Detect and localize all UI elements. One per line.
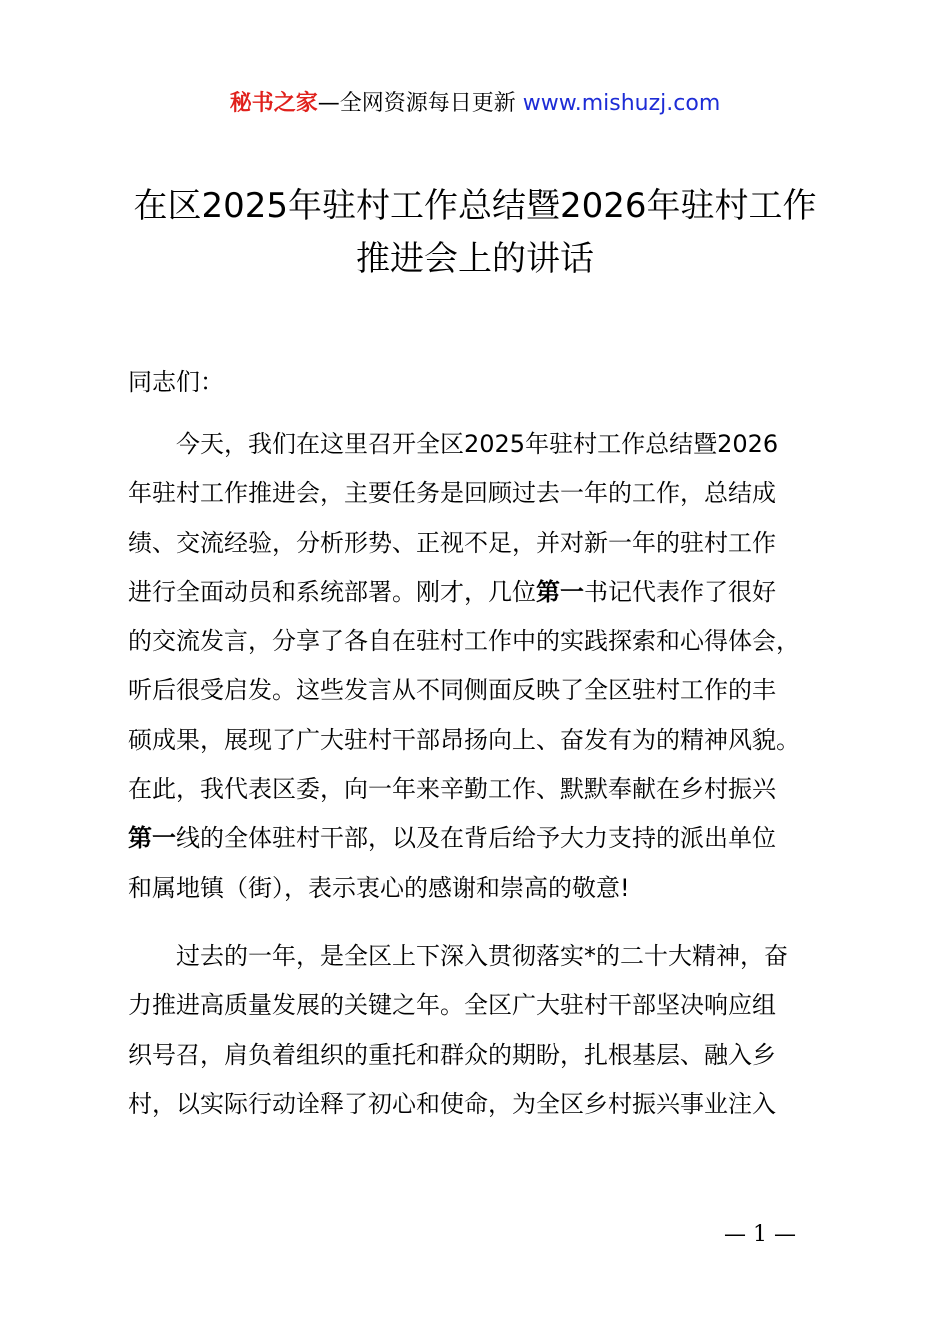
bold-text: 第一 bbox=[536, 577, 584, 606]
paragraph-line: 织号召，肩负着组织的重托和群众的期盼，扎根基层、融入乡 bbox=[128, 1040, 776, 1069]
paragraph-line: 村，以实际行动诠释了初心和使命，为全区乡村振兴事业注入 bbox=[128, 1089, 776, 1118]
text-run: 进行全面动员和系统部署。刚才，几位 bbox=[128, 577, 536, 606]
text-run: 线的全体驻村干部，以及在背后给予大力支持的派出单位 bbox=[176, 824, 776, 853]
site-url-link[interactable]: www.mishuzj.com bbox=[522, 91, 721, 116]
paragraph-line: 力推进高质量发展的关键之年。全区广大驻村干部坚决响应组 bbox=[128, 991, 776, 1020]
page-number: — 1 — bbox=[724, 1222, 796, 1247]
paragraph-line: 今天，我们在这里召开全区2025年驻村工作总结暨2026 bbox=[176, 430, 779, 458]
paragraph-line: 和属地镇（街），表示衷心的感谢和崇高的敬意! bbox=[128, 873, 630, 902]
header-tagline: —全网资源每日更新 bbox=[317, 91, 516, 116]
paragraph-line bbox=[128, 568, 838, 617]
salutation: 同志们： bbox=[128, 368, 224, 396]
paragraph-2 bbox=[128, 932, 838, 1129]
paragraph-line bbox=[128, 814, 838, 863]
paragraph-line: 在此，我代表区委，向一年来辛勤工作、默默奉献在乡村振兴 bbox=[128, 775, 776, 804]
brand-name: 秘书之家 bbox=[229, 91, 318, 116]
paragraph-line: 过去的一年，是全区上下深入贯彻落实*的二十大精神，奋 bbox=[176, 942, 788, 970]
text-run: 书记代表作了很好 bbox=[584, 577, 776, 606]
title-line-1: 在区2025年驻村工作总结暨2026年驻村工作 bbox=[133, 186, 817, 226]
site-header bbox=[0, 88, 950, 120]
paragraph-line: 的交流发言，分享了各自在驻村工作中的实践探索和心得体会， bbox=[128, 627, 800, 656]
paragraph-line: 听后很受启发。这些发言从不同侧面反映了全区驻村工作的丰 bbox=[128, 676, 776, 705]
paragraph-line: 硕成果，展现了广大驻村干部昂扬向上、奋发有为的精神风貌。 bbox=[128, 725, 800, 754]
bold-text: 第一 bbox=[128, 824, 176, 853]
paragraph-1 bbox=[128, 420, 838, 913]
paragraph-line: 绩、交流经验，分析形势、正视不足，并对新一年的驻村工作 bbox=[128, 528, 776, 557]
paragraph-line: 年驻村工作推进会，主要任务是回顾过去一年的工作，总结成 bbox=[128, 479, 776, 508]
title-line-2: 推进会上的讲话 bbox=[356, 239, 594, 279]
document-title bbox=[60, 180, 890, 286]
